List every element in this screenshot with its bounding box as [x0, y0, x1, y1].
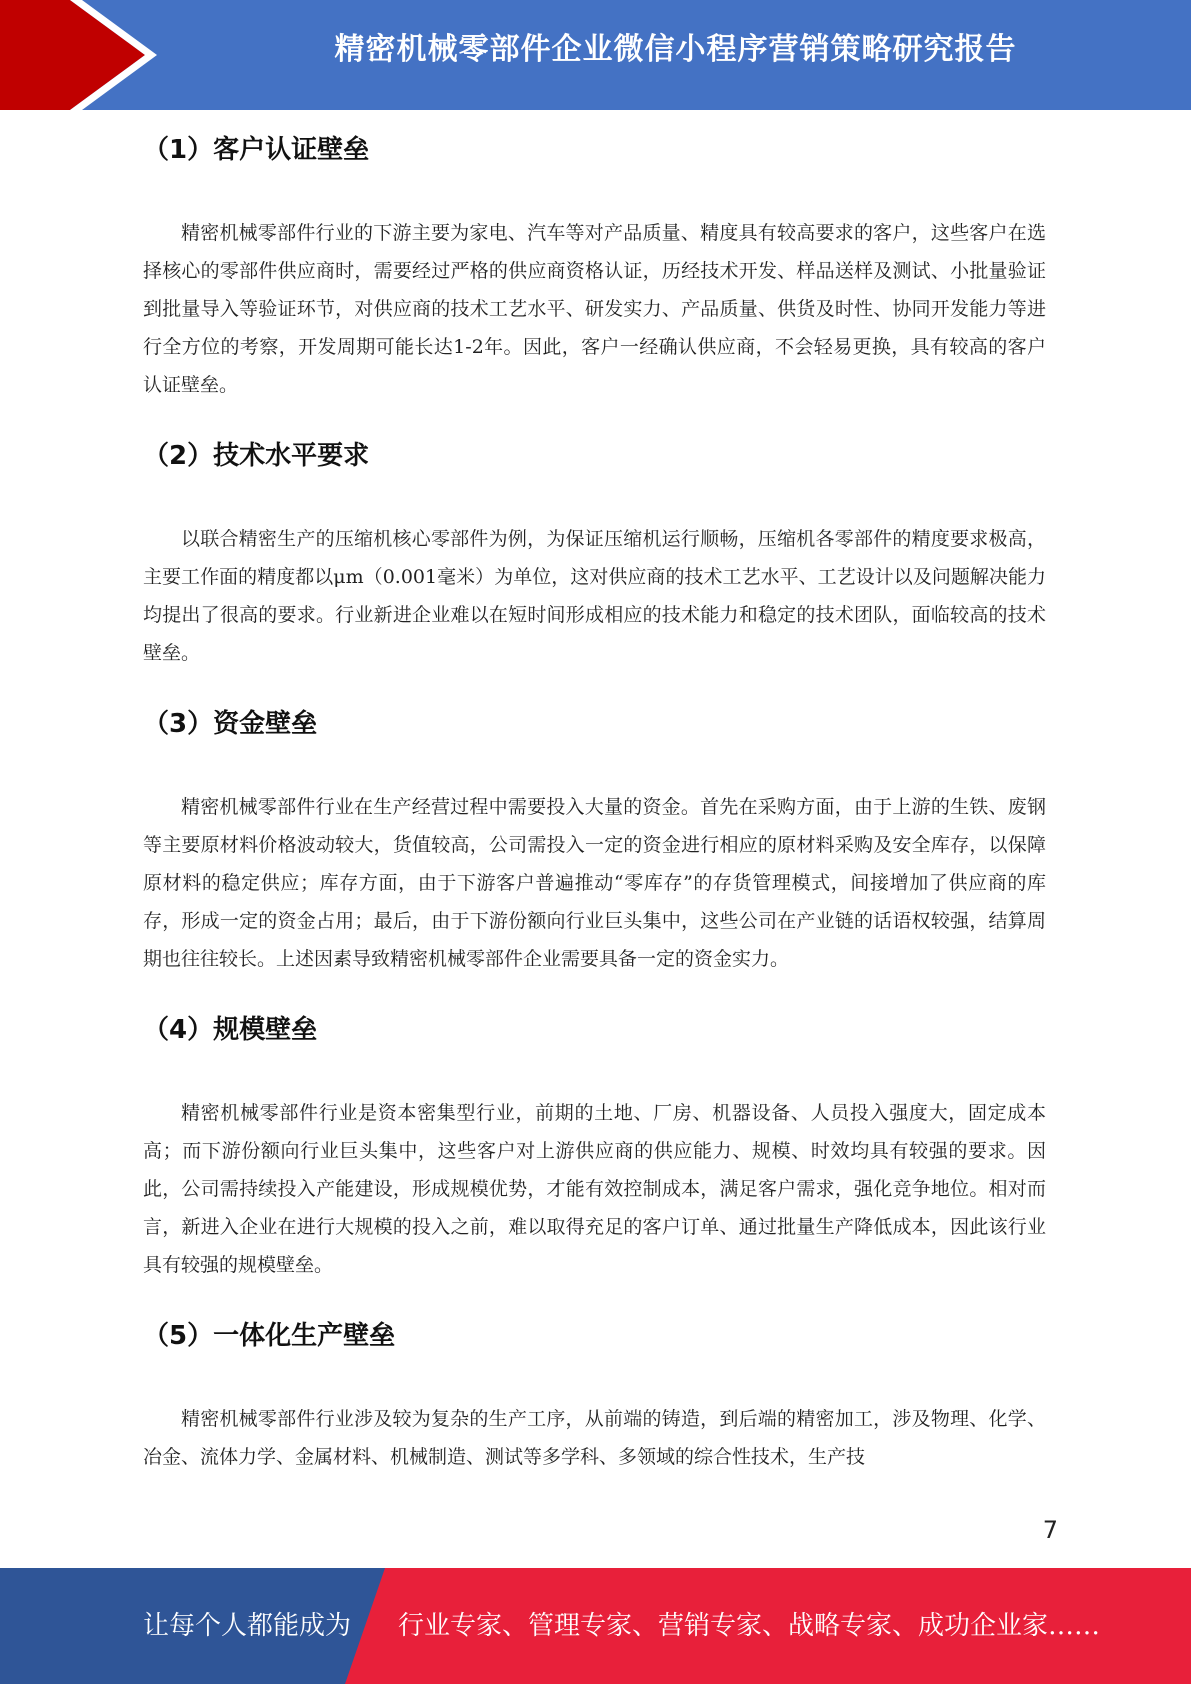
footer-slogan-left: 让每个人都能成为 — [143, 1611, 352, 1641]
section-scale-barrier — [143, 1002, 1046, 1284]
section-paragraph: 精密机械零部件行业是资本密集型行业，前期的土地、厂房、机器设备、人员投入强度大，固定成本高；而下游份额向行业巨头集中，这些客户对上游供应商的供应能力、规模、时效均具有较强的要求。因此，公司需持续投入产能建设，形成规模优势，才能有效控制成本，满足客户需求，强化竞争地位。相对而言，新进入企业在进行大规模的投入之前，难以取得充足的客户订单、通过批量生产降低成本，因此该行业具有较强的规模壁垒。 — [143, 1102, 1046, 1276]
section-paragraph: 以联合精密生产的压缩机核心零部件为例，为保证压缩机运行顺畅，压缩机各零部件的精度要求极高，主要工作面的精度都以μm（0.001毫米）为单位，这对供应商的技术工艺水平、工艺设计以及问题解决能力均提出了很高的要求。行业新进企业难以在短时间形成相应的技术能力和稳定的技术团队，面临较高的技术壁垒。 — [143, 528, 1046, 664]
section-paragraph: 精密机械零部件行业在生产经营过程中需要投入大量的资金。首先在采购方面，由于上游的生铁、废钢等主要原材料价格波动较大，货值较高，公司需投入一定的资金进行相应的原材料采购及安全库存，以保障原材料的稳定供应；库存方面，由于下游客户普遍推动“零库存”的存货管理模式，间接增加了供应商的库存，形成一定的资金占用；最后，由于下游份额向行业巨头集中，这些公司在产业链的话语权较强，结算周期也往往较长。上述因素导致精密机械零部件企业需要具备一定的资金实力。 — [143, 796, 1046, 970]
section-customer-certification — [143, 122, 1046, 404]
section-heading: （4）规模壁垒 — [143, 1015, 318, 1045]
section-heading: （3）资金壁垒 — [143, 709, 318, 739]
section-heading: （2）技术水平要求 — [143, 441, 370, 471]
header-chevron-decoration — [0, 0, 160, 110]
page-footer — [0, 1568, 1191, 1684]
section-paragraph: 精密机械零部件行业的下游主要为家电、汽车等对产品质量、精度具有较高要求的客户，这些客户在选择核心的零部件供应商时，需要经过严格的供应商资格认证，历经技术开发、样品送样及测试、小批量验证到批量导入等验证环节，对供应商的技术工艺水平、研发实力、产品质量、供货及时性、协同开发能力等进行全方位的考察，开发周期可能长达1-2年。因此，客户一经确认供应商，不会轻易更换，具有较高的客户认证壁垒。 — [143, 222, 1046, 396]
page-header — [0, 0, 1191, 110]
section-integrated-production — [143, 1308, 1046, 1476]
document-content — [143, 122, 1046, 1500]
section-heading: （1）客户认证壁垒 — [143, 135, 370, 165]
section-paragraph: 精密机械零部件行业涉及较为复杂的生产工序，从前端的铸造，到后端的精密加工，涉及物理、化学、冶金、流体力学、金属材料、机械制造、测试等多学科、多领域的综合性技术，生产技 — [143, 1408, 1046, 1468]
report-title: 精密机械零部件企业微信小程序营销策略研究报告 — [334, 32, 1017, 67]
section-heading: （5）一体化生产壁垒 — [143, 1321, 396, 1351]
section-technical-level — [143, 428, 1046, 672]
footer-slogan-right: 行业专家、管理专家、营销专家、战略专家、成功企业家…… — [398, 1611, 1101, 1641]
section-capital-barrier — [143, 696, 1046, 978]
page-number: 7 — [1042, 1516, 1058, 1544]
